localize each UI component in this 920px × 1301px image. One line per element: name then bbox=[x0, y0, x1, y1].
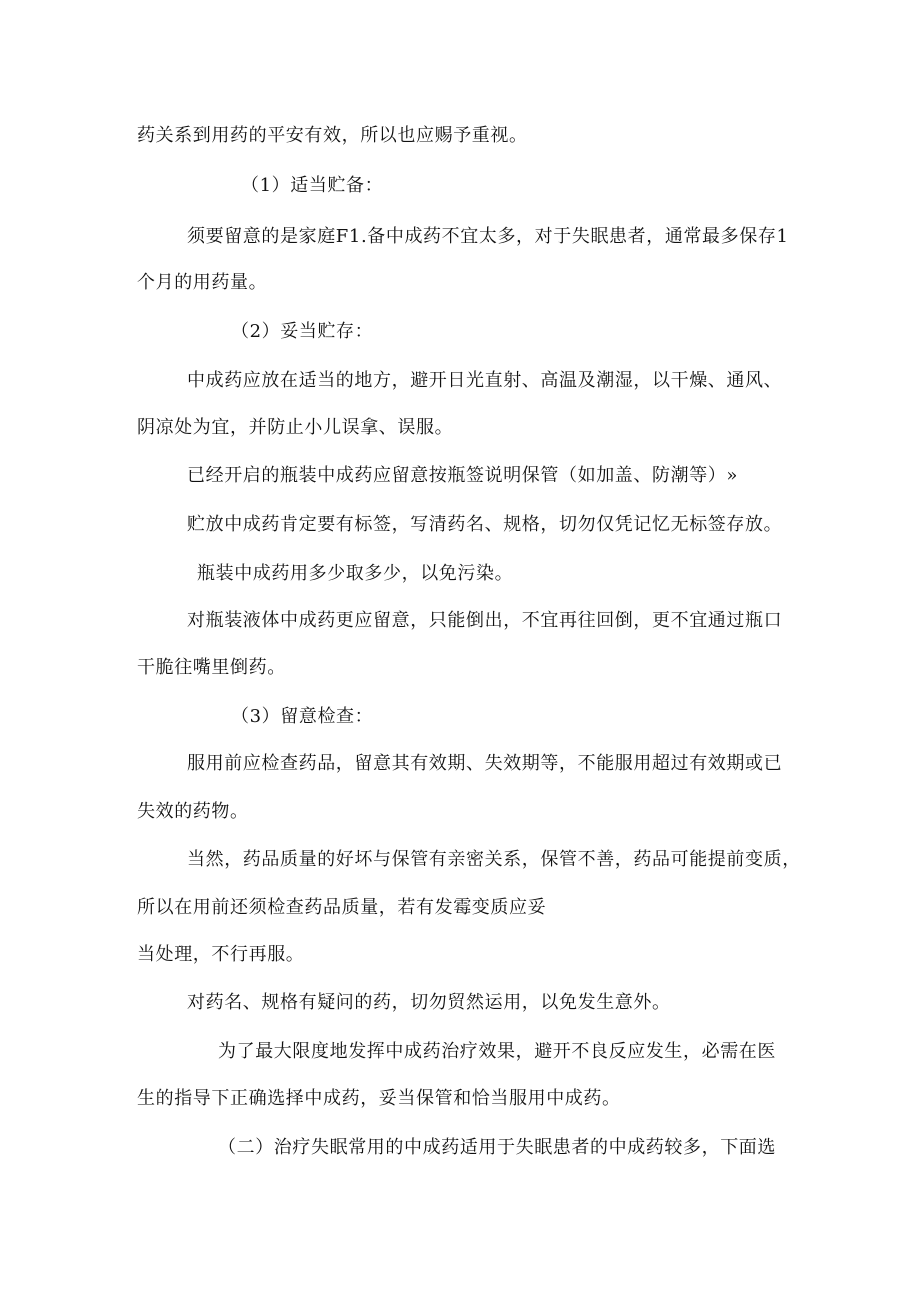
text-line: 药关系到用药的平安有效，所以也应赐予重视。 bbox=[137, 125, 528, 146]
section-heading: （二）治疗失眠常用的中成药适用于失眠患者的中成药较多，下面选 bbox=[218, 1137, 776, 1158]
section-heading: （2）妥当贮存： bbox=[231, 321, 374, 342]
text-line: 已经开启的瓶装中成药应留意按瓶签说明保管（如加盖、防潮等）» bbox=[187, 465, 739, 486]
section-heading: （1）适当贮备： bbox=[241, 175, 384, 196]
text-line: 干脆往嘴里倒药。 bbox=[137, 657, 286, 678]
text-line: 个月的用药量。 bbox=[137, 272, 268, 293]
text-line: 对瓶装液体中成药更应留意，只能倒出，不宜再往回倒，更不宜通过瓶口 bbox=[187, 610, 783, 631]
text-line: 服用前应检查药品，留意其有效期、失效期等，不能服用超过有效期或已 bbox=[187, 753, 783, 774]
text-line: 当然，药品质量的好坏与保管有亲密关系，保管不善，药品可能提前变质， bbox=[187, 849, 801, 870]
text-line: 所以在用前还须检查药品质量，若有发霉变质应妥 bbox=[137, 897, 547, 918]
text-line: 对药名、规格有疑问的药，切勿贸然运用，以免发生意外。 bbox=[187, 992, 671, 1013]
text-line: 生的指导下正确选择中成药，妥当保管和恰当服用中成药。 bbox=[137, 1088, 621, 1109]
text-line: 阴凉处为宜，并防止小儿误拿、误服。 bbox=[137, 417, 454, 438]
section-heading: （3）留意检查： bbox=[231, 706, 374, 727]
text-line: 为了最大限度地发挥中成药治疗效果，避开不良反应发生，必需在医 bbox=[218, 1041, 776, 1062]
text-line: 贮放中成药肯定要有标签，写清药名、规格，切勿仅凭记忆无标签存放。 bbox=[187, 514, 783, 535]
text-line: 失效的药物。 bbox=[137, 801, 249, 822]
text-line: 须要留意的是家庭F1.备中成药不宜太多，对于失眠患者，通常最多保存1 bbox=[187, 226, 789, 247]
text-line: 中成药应放在适当的地方，避开日光直射、高温及潮湿，以干燥、通风、 bbox=[187, 370, 783, 391]
text-line: 瓶装中成药用多少取多少，以免污染。 bbox=[197, 563, 514, 584]
text-line: 当处理，不行再服。 bbox=[137, 944, 305, 965]
